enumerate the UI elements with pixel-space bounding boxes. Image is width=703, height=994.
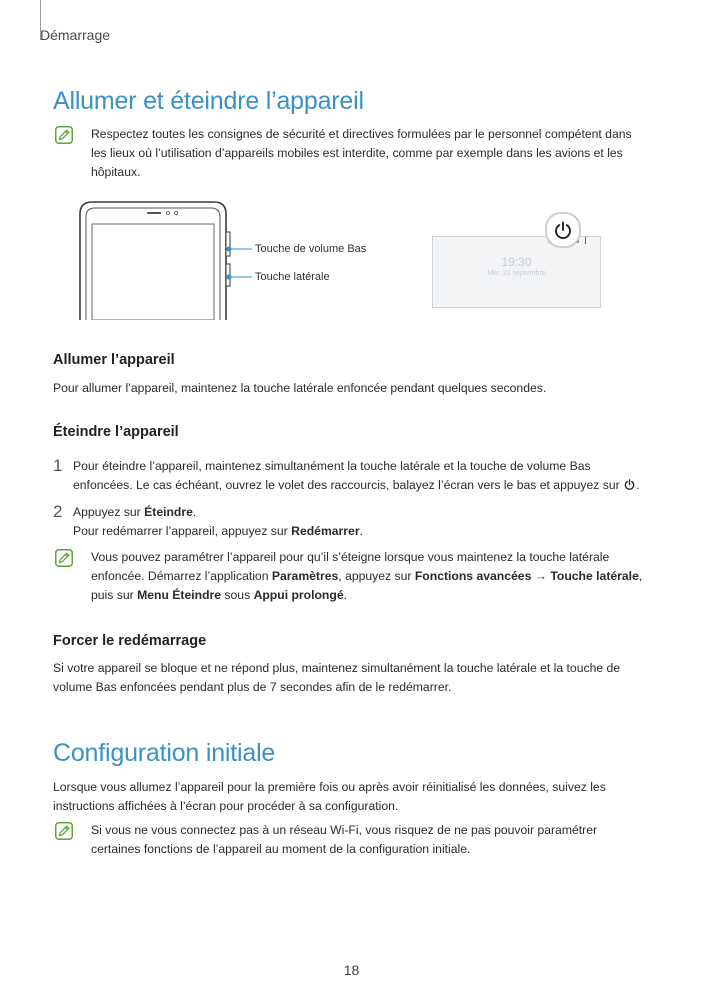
subsection-title-force: Forcer le redémarrage bbox=[53, 633, 207, 649]
setup-text: Lorsque vous allumez l’appareil pour la première fois ou après avoir réinitialisé les données, suivez les instructions affichées à l’écran pour procéder à sa configuration. bbox=[53, 780, 606, 813]
callout-side-key: Touche latérale bbox=[255, 271, 330, 283]
note-side-key bbox=[55, 548, 647, 605]
page-number: 18 bbox=[343, 962, 360, 978]
note-text: Si vous ne vous connectez pas à un réseau Wi-Fi, vous risquez de ne pas pouvoir paramétrer certaines fonctions de l’appareil au moment de la configuration initiale. bbox=[91, 823, 598, 856]
note-text: Vous pouvez paramétrer l’appareil pour qu’il s’éteigne lorsque vous maintenez la touche latérale enfoncée. Démarrez l’application Paramètres, appuyez sur Fonctions avancées → Touche latérale, puis sur Menu Éteindre sous Appui prolongé. bbox=[91, 550, 643, 602]
subsection-title-off: Éteindre l’appareil bbox=[53, 424, 179, 440]
note-pencil-icon bbox=[55, 822, 73, 840]
power-button-highlight[interactable] bbox=[545, 212, 581, 248]
step-text: Pour éteindre l’appareil, maintenez simultanément la touche latérale et la touche de volume Bas enfoncées. Le cas échéant, ouvrez le volet des raccourcis, balayez l’écran vers le bas et appuyez sur . bbox=[73, 459, 640, 492]
note-pencil-icon bbox=[55, 126, 73, 144]
force-text: Si votre appareil se bloque et ne répond plus, maintenez simultanément la touche latérale et la touche de volume Bas enfoncées pendant plus de 7 secondes afin de le redémarrer. bbox=[53, 661, 621, 694]
note-safety bbox=[55, 125, 647, 182]
power-icon bbox=[552, 219, 574, 241]
note-wifi bbox=[55, 821, 647, 859]
restart-text: Pour redémarrer l’appareil, appuyez sur Redémarrer. bbox=[73, 523, 363, 538]
step-1 bbox=[53, 457, 643, 495]
power-icon bbox=[623, 478, 636, 491]
screen-date: Mer. 22 septembre bbox=[487, 270, 546, 277]
tablet-illustration bbox=[75, 198, 275, 320]
step-number: 1 bbox=[53, 456, 63, 475]
on-text: Pour allumer l’appareil, maintenez la touche latérale enfoncée pendant quelques secondes. bbox=[53, 381, 547, 395]
step-number: 2 bbox=[53, 502, 63, 521]
section-title-power: Allumer et éteindre l’appareil bbox=[53, 87, 364, 115]
step-body bbox=[73, 503, 363, 541]
screen-illustration bbox=[432, 236, 601, 308]
subsection-title-on: Allumer l’appareil bbox=[53, 352, 175, 368]
note-text: Respectez toutes les consignes de sécurité et directives formulées par le personnel compétent dans les lieux où l’utilisation d’appareils mobiles est interdite, comme par exemple dans les avions et les hôpitaux. bbox=[91, 127, 632, 179]
section-title-setup: Configuration initiale bbox=[53, 739, 276, 767]
step-2 bbox=[53, 503, 643, 541]
screen-time: 19:30 bbox=[501, 255, 532, 269]
callout-volume-down: Touche de volume Bas bbox=[255, 243, 367, 255]
note-pencil-icon bbox=[55, 549, 73, 567]
section-header: Démarrage bbox=[40, 27, 111, 43]
step-text: Appuyez sur Éteindre. bbox=[73, 505, 197, 519]
